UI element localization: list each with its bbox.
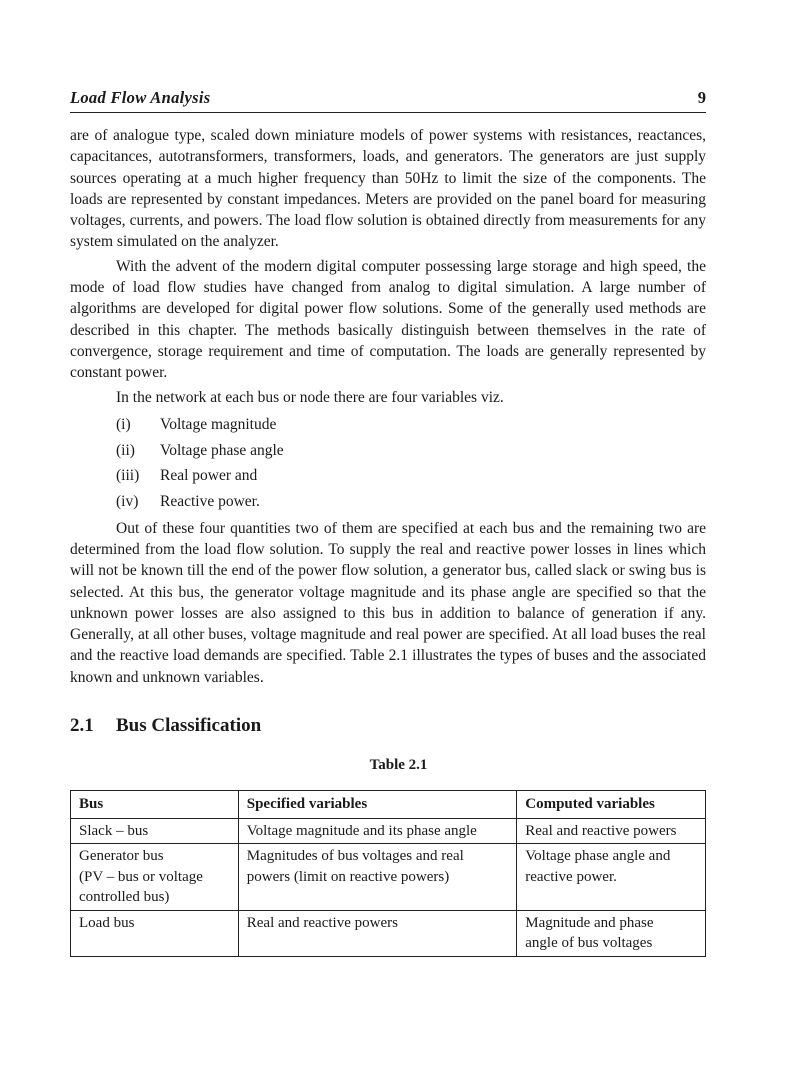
table-row: [71, 818, 706, 844]
paragraph: With the advent of the modern digital computer possessing large storage and high speed, the mode of load flow studies have changed from analog to digital simulation. A large number of algorithms are developed for digital power flow solutions. Some of the generally used methods are described in this chapter. The methods basically distinguish between themselves in the rate of convergence, storage requirement and time of computation. The loads are generally represented by constant power.: [70, 257, 706, 382]
page-header: [70, 88, 706, 113]
section-heading: [70, 715, 261, 737]
table-cell: Load bus: [71, 910, 239, 956]
variable-list: [116, 412, 706, 515]
list-item: (i) Voltage magnitude: [116, 415, 277, 433]
column-header: Bus: [71, 791, 239, 819]
table-cell: Magnitude and phase angle of bus voltages: [517, 910, 706, 956]
table-cell: Real and reactive powers: [517, 818, 706, 844]
table-cell: Generator bus (PV – bus or voltage controlled bus): [71, 844, 239, 911]
bus-classification-table: [70, 790, 706, 957]
body-text: [70, 125, 706, 688]
table-cell: Real and reactive powers: [238, 910, 517, 956]
section-title: Bus Classification: [116, 715, 262, 736]
table-cell: Voltage phase angle and reactive power.: [517, 844, 706, 911]
list-item: (iv) Reactive power.: [116, 492, 260, 510]
column-header: Computed variables: [517, 791, 706, 819]
table-row: [71, 910, 706, 956]
section-number: 2.1: [70, 715, 94, 736]
table-cell: Magnitudes of bus voltages and real powers (limit on reactive powers): [238, 844, 517, 911]
paragraph: In the network at each bus or node there are four variables viz.: [116, 388, 504, 406]
table-caption: Table 2.1: [369, 757, 428, 773]
table-row: [71, 844, 706, 911]
list-item: (iii) Real power and: [116, 467, 258, 485]
page-number: 9: [697, 88, 706, 107]
paragraph: are of analogue type, scaled down miniature models of power systems with resistances, reactances, capacitances, autotransformers, transformers, loads, and generators. The generators are just supply sources operating at a much higher frequency than 50Hz to limit the size of the components. The loads are represented by constant impedances. Meters are provided on the panel board for measuring voltages, currents, and powers. The load flow solution is obtained directly from measurements for any system simulated on the analyzer.: [70, 127, 706, 251]
paragraph: Out of these four quantities two of them are specified at each bus and the remaining two are determined from the load flow solution. To supply the real and reactive power losses in lines which will not be known till the end of the power flow solution, a generator bus, called slack or swing bus is selected. At this bus, the generator voltage magnitude and its phase angle are specified so that the unknown power losses are also assigned to this bus in addition to balance of generation if any. Generally, at all other buses, voltage magnitude and real power are specified. At all load buses the real and the reactive load demands are specified. Table 2.1 illustrates the types of buses and the associated known and unknown variables.: [70, 519, 706, 686]
table-cell: Voltage magnitude and its phase angle: [238, 818, 517, 844]
running-title: Load Flow Analysis: [70, 88, 211, 107]
list-item: (ii) Voltage phase angle: [116, 441, 284, 459]
table-header-row: [71, 791, 706, 819]
column-header: Specified variables: [238, 791, 517, 819]
table-cell: Slack – bus: [71, 818, 239, 844]
